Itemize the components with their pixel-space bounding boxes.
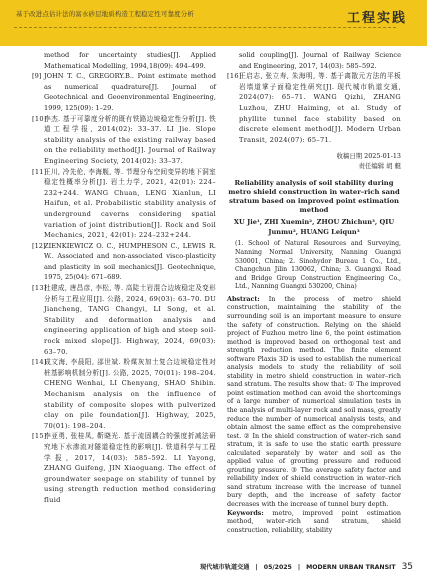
footer-journal-cn: 现代城市轨道交通 — [200, 564, 250, 571]
english-affiliation: (1. School of Natural Resources and Surveying, Nanning Normal University, Nanning Guangxi 530001, China; 2. Sinohydor Bureau 1 Co., Ltd., Changchun Jilin 130062, China; 3. Guangxi Road and Bridge Group Construction Engineering Co., Ltd., Nanning Guangxi 530200, China) — [235, 240, 401, 291]
english-authors: XU Jie¹, ZHI Xuemin², ZHOU Zhichun³, QIU Junmu², HUANG Leiqun³ — [233, 218, 395, 236]
english-abstract — [227, 295, 401, 509]
reference-item: [13]杜建成, 唐昌彦, 李松, 等. 高陡土岩混合边坡稳定及变形分析与工程应用[J]. 公路, 2024, 69(03): 63–70. DU Jiancheng, TANG Changyi, LI Song, et al. Stability and deformation analysis and engineering application of high and steep soil-rock mixed slope[J]. Highway, 2024, 69(03): 63–70. — [32, 284, 216, 356]
reference-item: [9] JOHN T. C., GREGORY.B.. Point estimate method as numerical quadrature[J]. Journal of Geotechnical and Geoenvironmental Engineering, 1999, 125(09): 1–29. — [32, 72, 216, 112]
page-number: 35 — [401, 562, 414, 572]
article-dates — [227, 151, 401, 171]
footer-journal-en: MODERN URBAN TRANSIT — [306, 564, 396, 571]
reference-item: [11]王川, 冷先伦, 李海舰, 等. 节理分布空间变异的地下洞室稳定性概率分析[J]. 岩土力学, 2021, 42(01): 224–232+244. WANG Chuan, LENG Xianlun, LI Haifun, et al. Probabilistic stability analysis of underground caverns considering spatial variation of joint distribution[J]. Rock and Soil Mechanics, 2021, 42(01): 224–232+244. — [32, 167, 216, 240]
page-footer: 现代城市轨道交通 | 05/2025 | MODERN URBAN TRANSIT 35 — [200, 562, 414, 572]
reference-item: [12]ZIENKIEWICZ O. C., HUMPHESON C., LEWIS R. W.. Associated and non-associated visco-plasticity and plasticity in soil mechanics[J]. Geotechnique, 1975, 25(04): 671–689. — [32, 241, 216, 282]
reference-item: method for uncertainty studies[J]. Applied Mathematical Modelling, 1994,18(09): 494–499. — [44, 51, 216, 70]
received-date: 收稿日期 2025-01-13 — [336, 152, 401, 161]
left-column — [32, 50, 216, 506]
abstract-text: In the process of metro shield construction, maintaining the stability of the surrounding soil is an important measure to ensure the safety of construction. Relying on the shield project of Fuzhou metro line 6, the point estimation method is improved based on orthogonal test and strength reduction method. The finite element software Plaxis 3D is used to establish the numerical analysis models to study the reliability of soil stability in metro shield construction in water–rich sand stratum. The results show that: ① The improved point estimation method can avoid the shortcomings of a large number of numerical simulation tests in the analysis of multi-layer rock and soil mass, greatly reduce the number of numerical analysis tests, and obtain almost the same effect as the comprehensive test. ② In the shield construction of water–rich sand stratum, it is safe to use the static earth pressure calculated separately by water and soil as the applied value of grouting pressure and reduced grouting pressure. ③ The average safety factor and reliability index of shield construction in water–rich sand stratum increase with the increase of tunnel bury depth, and the increase of safety factor decreases with the increase of tunnel bury depth. — [227, 294, 401, 509]
abstract-label: Abstract: — [227, 294, 260, 303]
reference-item: [10]李杰. 基于可靠度分析的既有铁路边坡稳定性分析[J]. 铁道工程学报, 2014(02): 33–37. LI Jie. Slope stability analysis of the existing railway based on the reliability method[J]. Journal of Railway Engineering Society, 2014(02): 33–37. — [32, 114, 216, 165]
english-keywords — [227, 509, 401, 535]
keywords-text: metro, improved point estimation method, water–rich sand stratum, shield construction, reliability, stability — [227, 508, 401, 534]
right-column — [227, 50, 401, 534]
header-divider — [14, 27, 396, 28]
reference-item: [15]李亚勇, 张桂凤, 靳晓光. 基于流固耦合的强度折减法研究地下水渗流对隧道稳定性的影响[J]. 铁道科学与工程学报, 2017, 14(03): 585–592. LI Yayong, ZHANG Guifeng, JIN Xiaoguang. The effect of groundwater seepage on stability of tunnel by using strength reduction method considering fluid — [32, 432, 216, 504]
reference-list-right — [227, 50, 401, 145]
reference-item: solid coupling[J]. Journal of Railway Science and Engineering, 2017, 14(03): 585–592. — [239, 51, 401, 70]
reference-item: [14]成文海, 李晨阳, 邵世斌. 粉煤灰加土复合边坡稳定性对桩基影响机制分析[J]. 公路, 2025, 70(01): 198–204. CHENG Wenhai, LI Chenyang, SHAO Shibin. Mechanism analysis on the influence of stability of composite slopes with pulverized clay on pile foundation[J]. Highway, 2025, 70(01): 198–204. — [32, 358, 216, 430]
running-title: 基于改进点估计法的富水砂层地质构造工程稳定性可靠度分析 — [16, 10, 194, 18]
section-tag: 工程实践 — [346, 11, 407, 26]
footer-issue: 05/2025 — [263, 564, 292, 571]
reference-list-left — [32, 50, 216, 506]
keywords-label: Keywords: — [227, 508, 264, 517]
responsible-editor: 责任编辑 胡 艇 — [358, 162, 401, 171]
english-title: Reliability analysis of soil stability during metro shield construction in water–rich sand stratum based on improved point estimation method — [228, 179, 400, 215]
reference-item: [16]王启志, 张立寿, 朱海明, 等. 基于离散元方法的平板岩墙道掌子面稳定性研究[J]. 现代城市轨道交通, 2024(07): 65–71. WANG Qizhi, ZHANG Luzhou, ZHU Haiming, et al. Study of phyllite tunnel face stability based on discrete element method[J]. Modern Urban Transit, 2024(07): 65–71. — [227, 72, 401, 144]
